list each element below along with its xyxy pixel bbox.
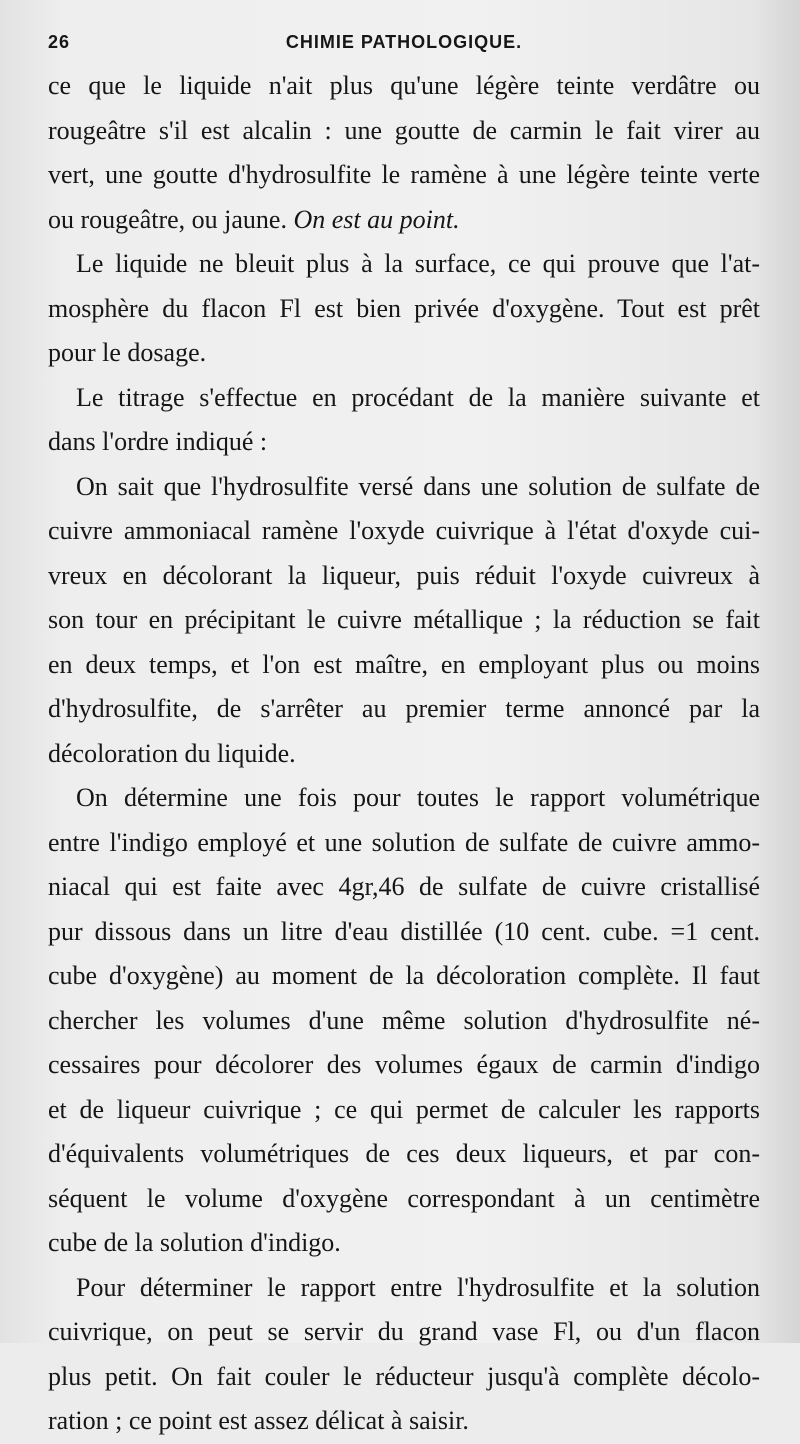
running-title: CHIMIE PATHOLOGIQUE. bbox=[285, 32, 523, 52]
text-line: ration ; ce point est assez délicat à saisir. bbox=[48, 1406, 469, 1435]
text-line: cuivrique, on peut se servir du grand vase Fl, ou d'un flacon bbox=[48, 1317, 760, 1346]
text-line: Le titrage s'effectue en procédant de la manière suivante et bbox=[76, 382, 760, 412]
text-line: vert, une goutte d'hydrosulfite le ramène à une légère teinte verte bbox=[48, 160, 760, 189]
text-line: d'équivalents volumétriques de ces deux liqueurs, et par con- bbox=[48, 1139, 760, 1168]
text-line: décoloration du liquide. bbox=[48, 738, 296, 768]
body-text bbox=[48, 64, 760, 1444]
text-line: mosphère du flacon Fl est bien privée d'oxygène. Tout est prêt bbox=[48, 293, 760, 323]
text-line: cube de la solution d'indigo. bbox=[48, 1228, 341, 1257]
text-line: d'hydrosulfite, de s'arrêter au premier terme annoncé par la bbox=[48, 694, 760, 723]
text-line bbox=[48, 198, 760, 243]
text-line: cuivre ammoniacal ramène l'oxyde cuivrique à l'état d'oxyde cui- bbox=[48, 516, 760, 545]
text-line: et de liqueur cuivrique ; ce qui permet de calculer les rapports bbox=[48, 1094, 760, 1124]
text-line: en deux temps, et l'on est maître, en employant plus ou moins bbox=[48, 649, 760, 679]
text-line: séquent le volume d'oxygène correspondant à un centimètre bbox=[48, 1183, 760, 1213]
text-line: dans l'ordre indiqué : bbox=[48, 427, 268, 456]
text-line: son tour en précipitant le cuivre métallique ; la réduction se fait bbox=[48, 605, 760, 634]
text-line-start: ou rougeâtre, ou jaune. bbox=[48, 204, 287, 234]
text-line: On sait que l'hydrosulfite versé dans une solution de sulfate de bbox=[76, 471, 760, 501]
italic-phrase: On est au point. bbox=[293, 204, 460, 234]
page-number: 26 bbox=[48, 32, 71, 52]
text-line: niacal qui est faite avec 4gr,46 de sulfate de cuivre cristallisé bbox=[48, 872, 760, 901]
text-line: pour le dosage. bbox=[48, 338, 207, 367]
text-line: On détermine une fois pour toutes le rapport volumétrique bbox=[76, 783, 760, 812]
text-line: cube d'oxygène) au moment de la décoloration complète. Il faut bbox=[48, 961, 760, 990]
text-line: vreux en décolorant la liqueur, puis réduit l'oxyde cuivreux à bbox=[48, 560, 760, 590]
text-line: ce que le liquide n'ait plus qu'une légère teinte verdâtre ou bbox=[48, 71, 760, 100]
text-line: plus petit. On fait couler le réducteur jusqu'à complète décolo- bbox=[48, 1361, 760, 1391]
text-line: chercher les volumes d'une même solution d'hydrosulfite né- bbox=[48, 1005, 760, 1035]
text-line: rougeâtre s'il est alcalin : une goutte de carmin le fait virer au bbox=[48, 115, 760, 145]
text-line: cessaires pour décolorer des volumes égaux de carmin d'indigo bbox=[48, 1050, 760, 1079]
text-line: Pour déterminer le rapport entre l'hydrosulfite et la solution bbox=[76, 1272, 760, 1302]
text-line: pur dissous dans un litre d'eau distillée (10 cent. cube. =1 cent. bbox=[48, 916, 760, 946]
text-line: entre l'indigo employé et une solution de sulfate de cuivre ammo- bbox=[48, 827, 760, 857]
text-line: Le liquide ne bleuit plus à la surface, ce qui prouve que l'at- bbox=[76, 249, 760, 278]
running-head bbox=[48, 28, 760, 60]
